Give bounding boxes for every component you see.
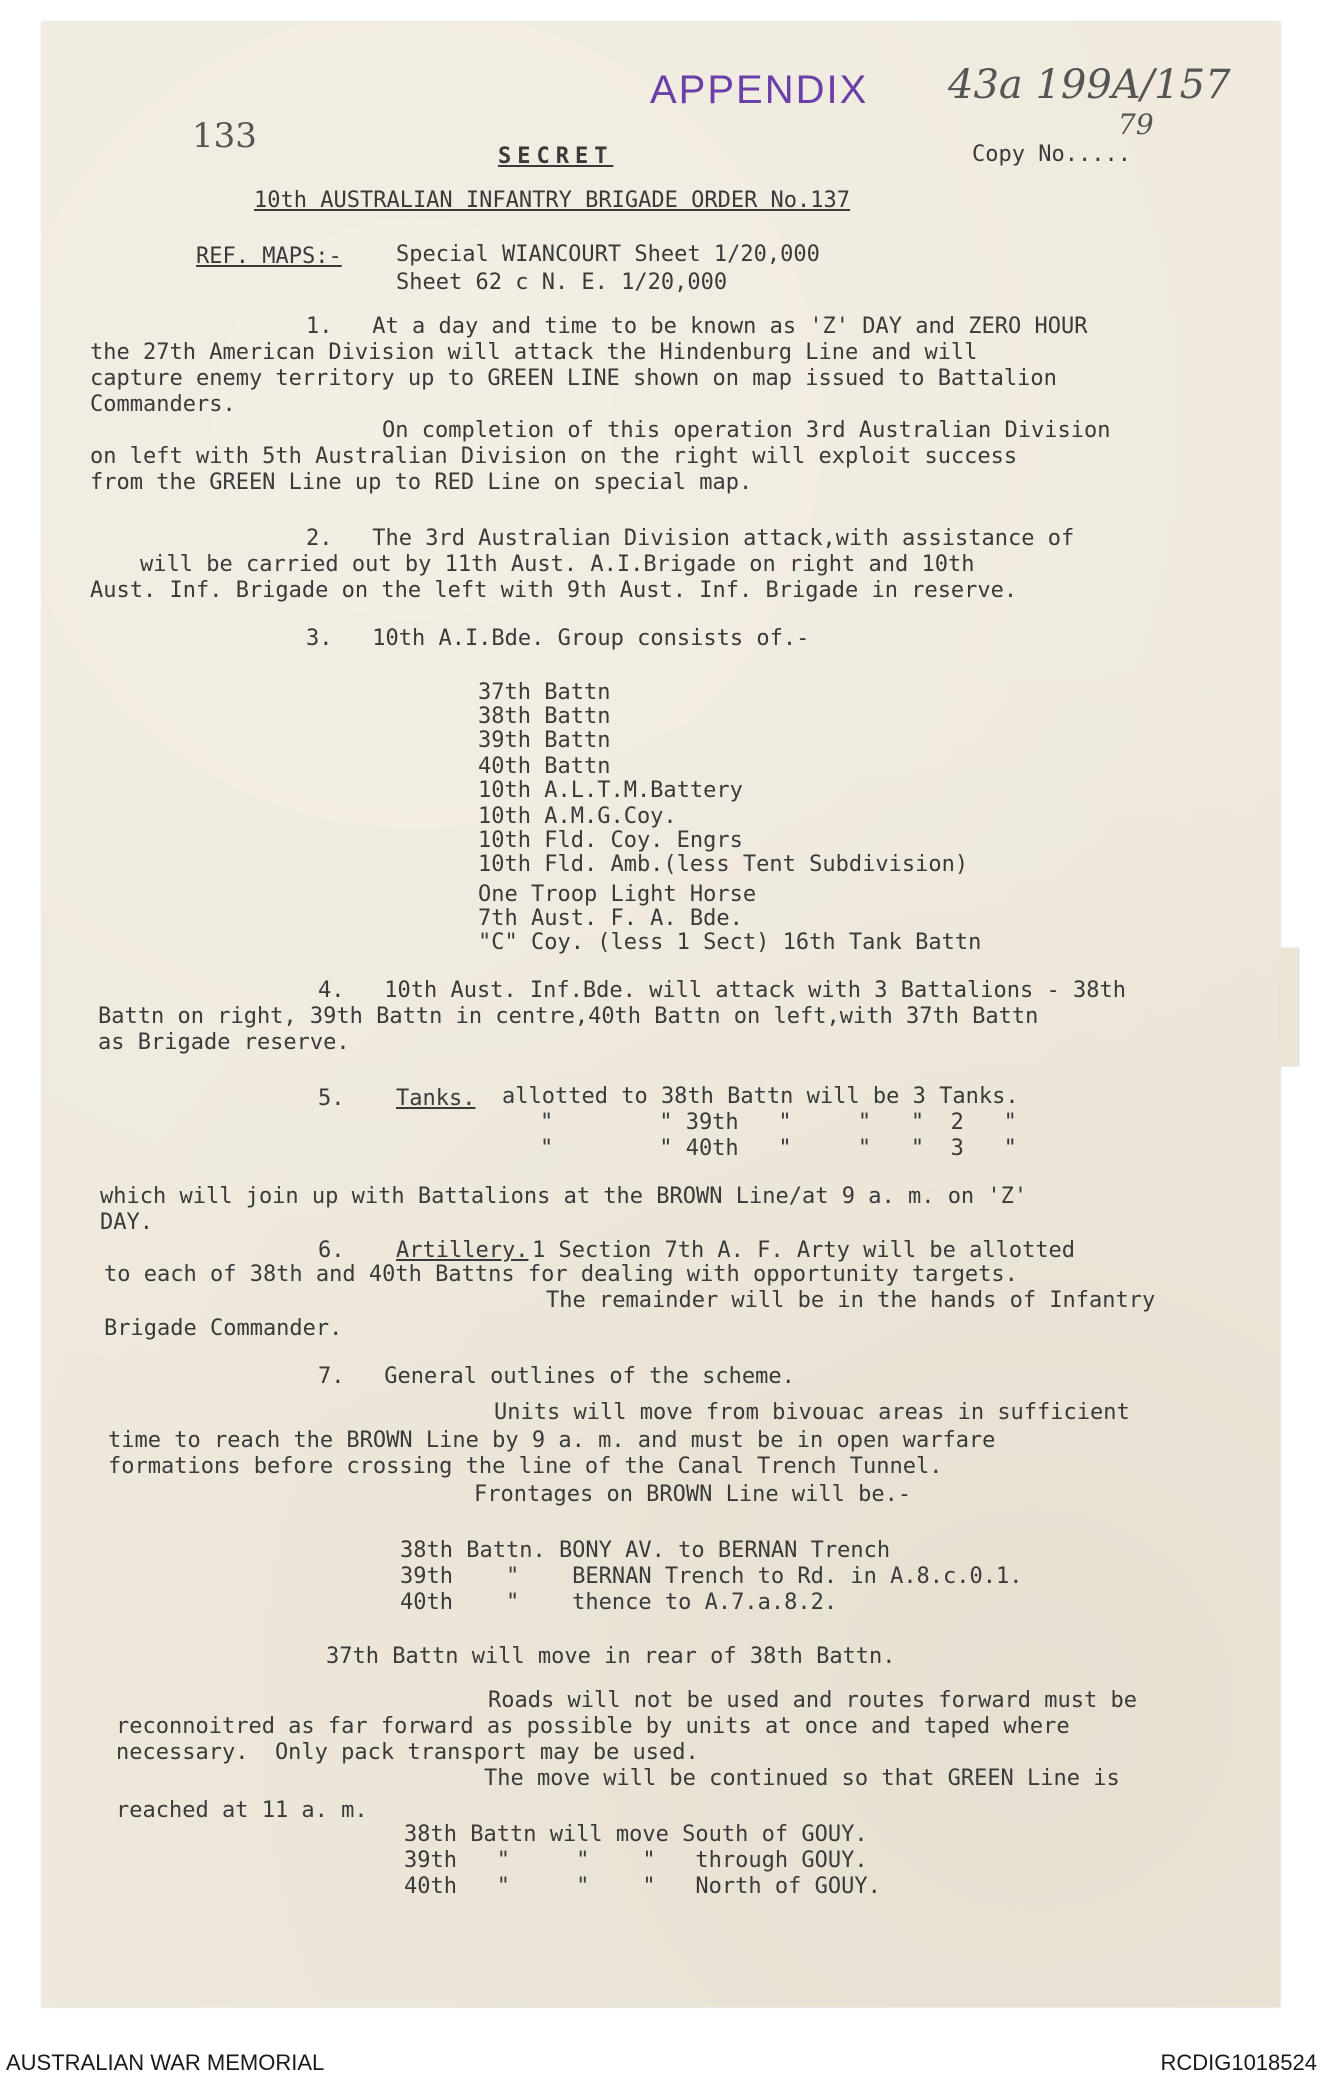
para4-line: 4. 10th Aust. Inf.Bde. will attack with 3 Battalions - 38th xyxy=(318,978,1126,1003)
unit-item: 7th Aust. F. A. Bde. xyxy=(478,906,743,931)
tanks-row: " " 40th " " " 3 " xyxy=(540,1136,1017,1161)
para7-line: formations before crossing the line of the Canal Trench Tunnel. xyxy=(108,1454,943,1479)
para2-line: 2. The 3rd Australian Division attack,with assistance of xyxy=(306,526,1075,551)
unit-item: 40th Battn xyxy=(478,754,611,779)
footer-source: AUSTRALIAN WAR MEMORIAL xyxy=(6,2050,325,2075)
page-number: 133 xyxy=(192,116,257,156)
appendix-stamp: APPENDIX xyxy=(650,68,869,112)
move-row: 39th " " " through GOUY. xyxy=(404,1848,868,1873)
ref-maps-label: REF. MAPS:- xyxy=(196,244,342,269)
para7-heading: 7. General outlines of the scheme. xyxy=(318,1364,795,1389)
para6-line: Brigade Commander. xyxy=(104,1316,343,1341)
unit-item: 38th Battn xyxy=(478,704,611,729)
move-row: 40th " " " North of GOUY. xyxy=(404,1874,881,1899)
para7-line: Frontages on BROWN Line will be.- xyxy=(474,1482,912,1507)
para6-number: 6. xyxy=(318,1238,345,1263)
unit-item: 39th Battn xyxy=(478,728,611,753)
para1-line: Commanders. xyxy=(90,392,236,417)
unit-item: 10th A.M.G.Coy. xyxy=(478,804,677,829)
frontage-row: 39th " BERNAN Trench to Rd. in A.8.c.0.1. xyxy=(400,1564,1023,1589)
unit-item: 10th Fld. Amb.(less Tent Subdivision) xyxy=(478,852,969,877)
para4-line: as Brigade reserve. xyxy=(98,1030,350,1055)
roads-line: reconnoitred as far forward as possible by units at once and taped where xyxy=(116,1714,1070,1739)
handwritten-copy-number: 79 xyxy=(1118,108,1154,141)
para1-line: 1. At a day and time to be known as 'Z' DAY and ZERO HOUR xyxy=(306,314,1088,339)
unit-item: 37th Battn xyxy=(478,680,611,705)
para1-line: capture enemy territory up to GREEN LINE shown on map issued to Battalion xyxy=(90,366,1057,391)
para5-after: which will join up with Battalions at the BROWN Line/at 9 a. m. on 'Z' xyxy=(100,1184,1028,1209)
footer-id: RCDIG1018524 xyxy=(1160,2050,1317,2075)
para3-intro: 3. 10th A.I.Bde. Group consists of.- xyxy=(306,626,810,651)
roads-line: necessary. Only pack transport may be used. xyxy=(116,1740,699,1765)
roads-line: reached at 11 a. m. xyxy=(116,1798,368,1823)
unit-item: "C" Coy. (less 1 Sect) 16th Tank Battn xyxy=(478,930,982,955)
para6-line: to each of 38th and 40th Battns for dealing with opportunity targets. xyxy=(104,1262,1018,1287)
para2-line: Aust. Inf. Brigade on the left with 9th Aust. Inf. Brigade in reserve. xyxy=(90,578,1018,603)
reserve-line: 37th Battn will move in rear of 38th Battn. xyxy=(326,1644,896,1669)
para5-number: 5. xyxy=(318,1086,345,1111)
para7-line: Units will move from bivouac areas in sufficient xyxy=(494,1400,1130,1425)
tanks-row: allotted to 38th Battn will be 3 Tanks. xyxy=(502,1084,1019,1109)
copy-label: Copy No..... xyxy=(972,142,1131,167)
handwritten-folio: 43a 199A/157 xyxy=(948,62,1231,108)
ref-map-1: Special WIANCOURT Sheet 1/20,000 xyxy=(396,242,820,267)
order-title: 10th AUSTRALIAN INFANTRY BRIGADE ORDER No.137 xyxy=(254,188,851,213)
move-row: 38th Battn will move South of GOUY. xyxy=(404,1822,868,1847)
para2-line: will be carried out by 11th Aust. A.I.Brigade on right and 10th xyxy=(140,552,975,577)
para1-line: the 27th American Division will attack the Hindenburg Line and will xyxy=(90,340,978,365)
roads-line: The move will be continued so that GREEN Line is xyxy=(484,1766,1120,1791)
para1-line: from the GREEN Line up to RED Line on special map. xyxy=(90,470,753,495)
para4-line: Battn on right, 39th Battn in centre,40th Battn on left,with 37th Battn xyxy=(98,1004,1039,1029)
para5-after: DAY. xyxy=(100,1210,153,1235)
para6-line: 1 Section 7th A. F. Arty will be allotted xyxy=(532,1238,1076,1263)
para7-line: time to reach the BROWN Line by 9 a. m. and must be in open warfare xyxy=(108,1428,996,1453)
ref-map-2: Sheet 62 c N. E. 1/20,000 xyxy=(396,270,728,295)
para5-heading: Tanks. xyxy=(396,1086,476,1111)
frontage-row: 38th Battn. BONY AV. to BERNAN Trench xyxy=(400,1538,891,1563)
unit-item: 10th A.L.T.M.Battery xyxy=(478,778,743,803)
para1-line: on left with 5th Australian Division on the right will exploit success xyxy=(90,444,1018,469)
para6-line: The remainder will be in the hands of Infantry xyxy=(546,1288,1156,1313)
tanks-row: " " 39th " " " 2 " xyxy=(540,1110,1017,1135)
unit-item: One Troop Light Horse xyxy=(478,882,757,907)
roads-line: Roads will not be used and routes forward must be xyxy=(488,1688,1138,1713)
frontage-row: 40th " thence to A.7.a.8.2. xyxy=(400,1590,838,1615)
para1-line: On completion of this operation 3rd Australian Division xyxy=(382,418,1111,443)
paper-tab xyxy=(1280,948,1298,1066)
classification: SECRET xyxy=(498,144,614,169)
para6-heading: Artillery. xyxy=(396,1238,529,1263)
unit-item: 10th Fld. Coy. Engrs xyxy=(478,828,743,853)
